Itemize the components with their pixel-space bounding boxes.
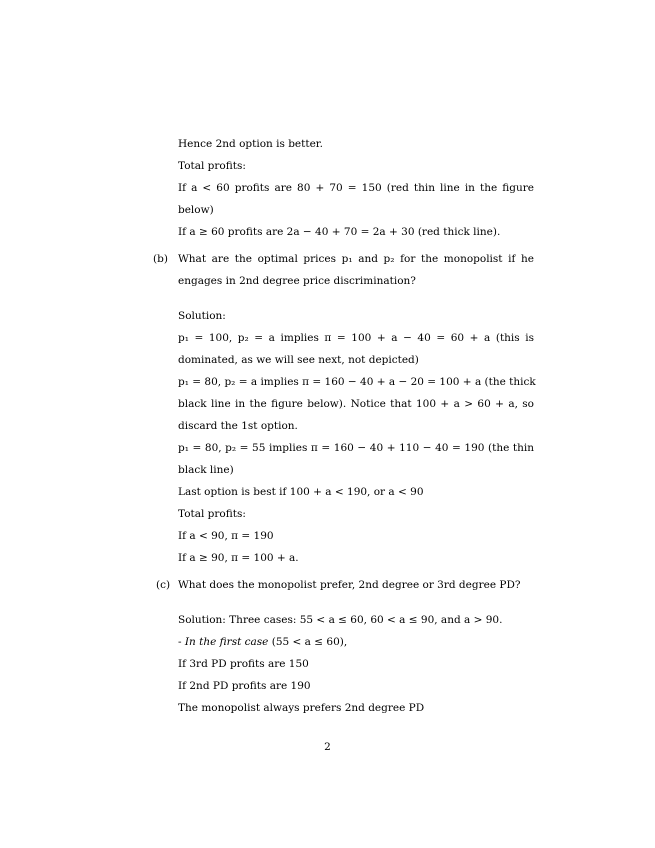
question-line: What does the monopolist prefer, 2nd degree or 3rd degree PD? (178, 579, 521, 591)
solution-heading: Solution: (178, 310, 226, 322)
solution-line: If a ≥ 90, π = 100 + a. (178, 552, 299, 564)
case-range: (55 < a ≤ 60), (268, 636, 348, 648)
solution-line: If 3rd PD profits are 150 (178, 658, 309, 670)
solution-line (178, 635, 347, 649)
solution-line: p₁ = 80, p₂ = 55 implies π = 160 − 40 + 110 − 40 = 190 (the thin (178, 442, 534, 454)
solution-line: p₁ = 80, p₂ = a implies π = 160 − 40 + a − 20 = 100 + a (the thick (178, 376, 536, 388)
question-line: engages in 2nd degree price discrimination? (178, 275, 416, 287)
part-c-label: (c) (156, 579, 171, 591)
solution-line: dominated, as we will see next, not depicted) (178, 354, 419, 366)
solution-line: If a < 90, π = 190 (178, 530, 274, 542)
solution-line: discard the 1st option. (178, 420, 298, 432)
part-b-label: (b) (153, 253, 168, 265)
text-line: Total profits: (178, 160, 246, 172)
solution-line: black line) (178, 464, 234, 476)
text-line: below) (178, 204, 214, 216)
text-line: If a < 60 profits are 80 + 70 = 150 (red thin line in the figure (178, 182, 534, 194)
solution-line: black line in the figure below). Notice that 100 + a > 60 + a, so (178, 398, 534, 410)
text-line: Hence 2nd option is better. (178, 138, 323, 150)
text-line: If a ≥ 60 profits are 2a − 40 + 70 = 2a + 30 (red thick line). (178, 226, 501, 238)
solution-line: The monopolist always prefers 2nd degree PD (178, 702, 425, 714)
solution-line: p₁ = 100, p₂ = a implies π = 100 + a − 40 = 60 + a (this is (178, 332, 534, 344)
solution-line: Last option is best if 100 + a < 190, or a < 90 (178, 486, 424, 498)
question-line: What are the optimal prices p₁ and p₂ for the monopolist if he (178, 253, 534, 265)
solution-line: Total profits: (178, 508, 246, 520)
dash-prefix: - (178, 636, 185, 648)
solution-line: Solution: Three cases: 55 < a ≤ 60, 60 < a ≤ 90, and a > 90. (178, 614, 503, 626)
solution-line: If 2nd PD profits are 190 (178, 680, 311, 692)
page-number: 2 (324, 741, 331, 753)
italic-phrase: In the first case (184, 636, 269, 648)
